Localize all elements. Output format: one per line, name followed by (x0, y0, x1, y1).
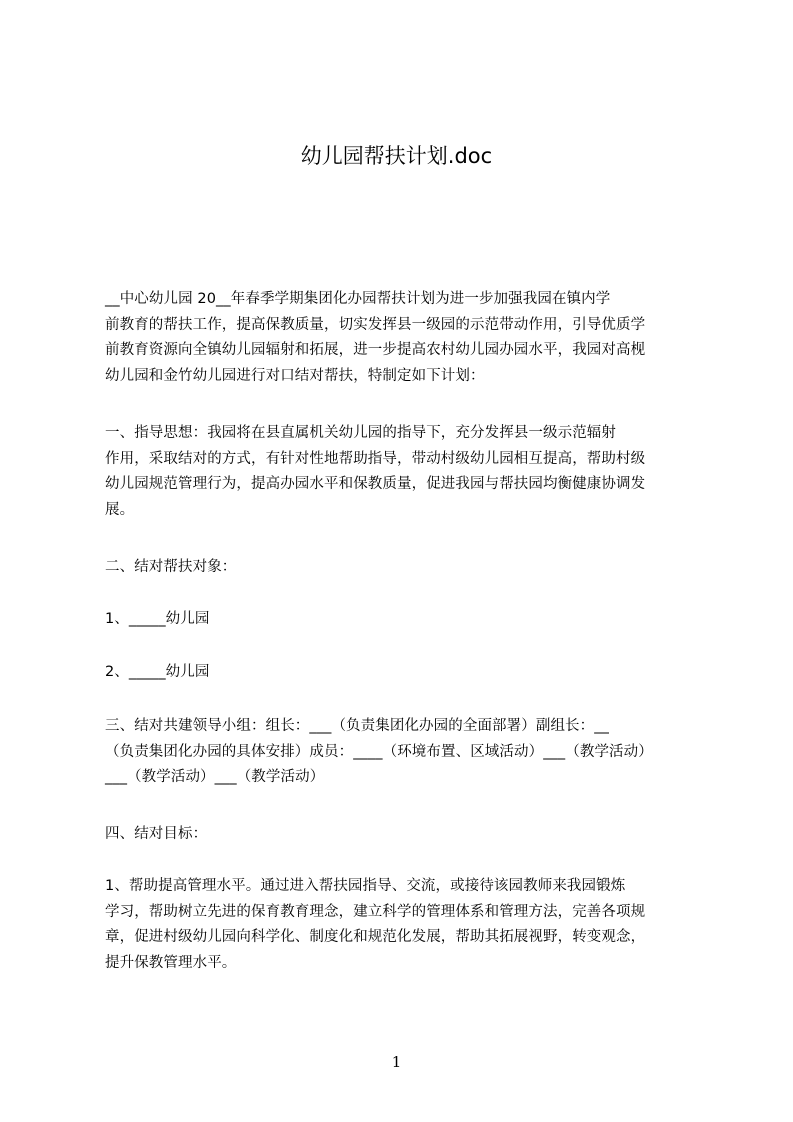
section1-line-1: 一、指导思想：我园将在县直属机关幼儿园的指导下，充分发挥县一级示范辐射 (105, 425, 616, 441)
section3-line-3: ___（教学活动）___（教学活动） (105, 769, 325, 785)
intro-paragraph (105, 287, 701, 389)
section-guiding-ideology (105, 421, 701, 523)
intro-line-2: 前教育的帮扶工作，提高保教质量，切实发挥县一级园的示范带动作用，引导优质学 (105, 316, 646, 333)
goal1-line-1: 1、帮助提高管理水平。通过进入帮扶园指导、交流，或接待该园教师来我园锻炼 (105, 878, 626, 894)
target-item-1 (105, 607, 701, 633)
section-goals-heading (105, 822, 701, 848)
section-targets-heading (105, 555, 701, 581)
goal1-line-3: 章，促进村级幼儿园向科学化、制度化和规范化发展，帮助其拓展视野，转变观念， (105, 929, 646, 945)
page-number: 1 (391, 1053, 402, 1071)
intro-line-3: 前教育资源向全镇幼儿园辐射和拓展，进一步提高农村幼儿园办园水平，我园对高枧 (105, 342, 646, 358)
goal1-line-4: 提升保教管理水平。 (105, 954, 237, 971)
section3-line-1: 三、结对共建领导小组：组长：___（负责集团化办园的全面部署）副组长：__ (105, 718, 609, 734)
document-title: 幼儿园帮扶计划.doc (300, 144, 493, 168)
section1-line-4: 展。 (105, 501, 135, 518)
goal1-line-2: 学习，帮助树立先进的保育教育理念，建立科学的管理体系和管理方法，完善各项规 (105, 903, 646, 920)
target-item-2 (105, 660, 701, 686)
target-2: 2、_____幼儿园 (105, 664, 210, 680)
section3-line-2: （负责集团化办园的具体安排）成员：____（环境布置、区域活动）___（教学活动） (105, 743, 653, 760)
intro-line-4: 幼儿园和金竹幼儿园进行对口结对帮扶，特制定如下计划： (105, 367, 485, 384)
section1-line-2: 作用，采取结对的方式，有针对性地帮助指导，带动村级幼儿园相互提高，帮助村级 (105, 450, 646, 467)
section-leadership-group (105, 714, 701, 791)
intro-line-1: __中心幼儿园 20__年春季学期集团化办园帮扶计划为进一步加强我园在镇内学 (105, 291, 611, 307)
goal-item-1 (105, 874, 701, 976)
section2-heading: 二、结对帮扶对象： (105, 559, 237, 575)
section1-line-3: 幼儿园规范管理行为，提高办园水平和保教质量，促进我园与帮扶园均衡健康协调发 (105, 476, 646, 492)
target-1: 1、_____幼儿园 (105, 611, 210, 627)
section4-heading: 四、结对目标： (105, 826, 208, 842)
